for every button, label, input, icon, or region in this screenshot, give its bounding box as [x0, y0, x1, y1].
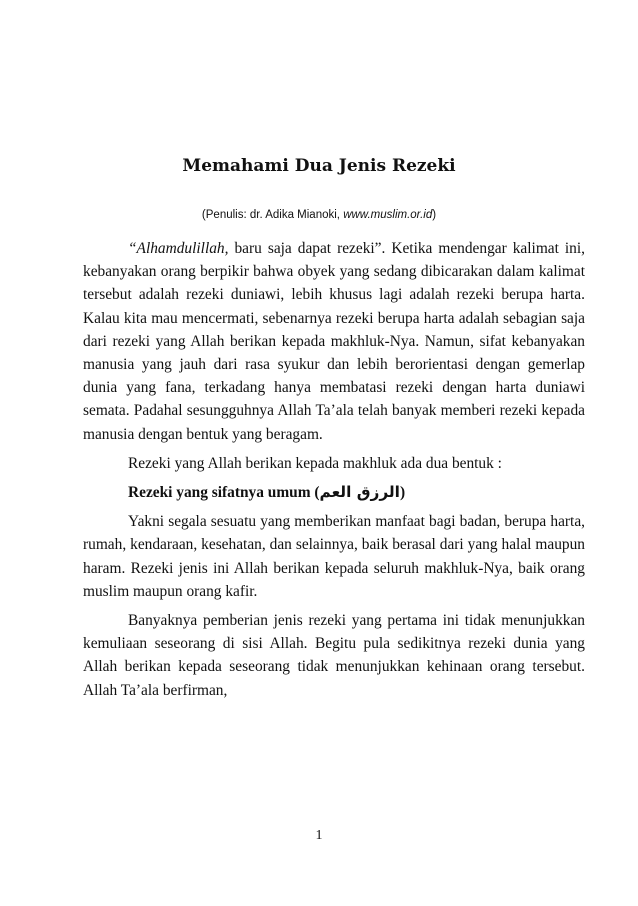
author-byline — [0, 207, 638, 223]
byline-prefix: (Penulis: dr. Adika Mianoki, — [201, 209, 344, 221]
source-url: www.muslim.or.id — [343, 209, 433, 221]
section-heading-general-rezeki — [83, 481, 585, 504]
heading-arabic-term: الرزق العم — [319, 483, 400, 502]
intro-quote: “Alhamdulillah, — [128, 240, 229, 257]
paragraph-definition: Yakni segala sesuatu yang memberikan manfaat bagi badan, berupa harta, rumah, kendaraan, kesehatan, dan selainnya, baik berasal dari yang halal maupun haram. Rezeki jenis ini Allah berikan kepada seluruh makhluk-Nya, baik orang muslim maupun orang kafir. — [83, 513, 585, 600]
intro-text: baru saja dapat rezeki”. Ketika mendengar kalimat ini, kebanyakan orang berpikir bahwa obyek yang sedang dibicarakan dalam kalimat tersebut adalah rezeki duniawi, lebih khusus lagi adalah rezeki berupa harta. Kalau kita mau mencermati, sebenarnya rezeki berupa harta adalah sebagian saja dari rezeki yang Allah berikan kepada makhluk-Nya. Namun, sifat kebanyakan manusia yang jauh dari rasa syukur dan lebih berorientasi dengan gemerlap dunia yang fana, terkadang hanya membatasi rezeki dengan harta duniawi semata. Padahal sesungguhnya Allah Ta’ala telah banyak memberi rezeki kepada manusia dengan bentuk yang beragam. — [83, 240, 585, 443]
heading-close: ) — [399, 484, 406, 502]
article-body — [83, 237, 585, 702]
document-title: Memahami Dua Jenis Rezeki — [182, 156, 456, 176]
paragraph-intro — [83, 237, 585, 446]
paragraph-abundance: Banyaknya pemberian jenis rezeki yang pertama ini tidak menunjukkan kemuliaan seseorang di sisi Allah. Begitu pula sedikitnya rezeki dunia yang Allah berikan kepada seseorang tidak menunjukkan kehinaan orang tersebut. Allah Ta’ala berfirman, — [83, 612, 585, 699]
paragraph-two-forms: Rezeki yang Allah berikan kepada makhluk ada dua bentuk : — [128, 454, 502, 472]
heading-text: Rezeki yang sifatnya umum ( — [128, 484, 320, 502]
page-number: 1 — [315, 828, 323, 843]
byline-suffix: ) — [432, 209, 437, 221]
